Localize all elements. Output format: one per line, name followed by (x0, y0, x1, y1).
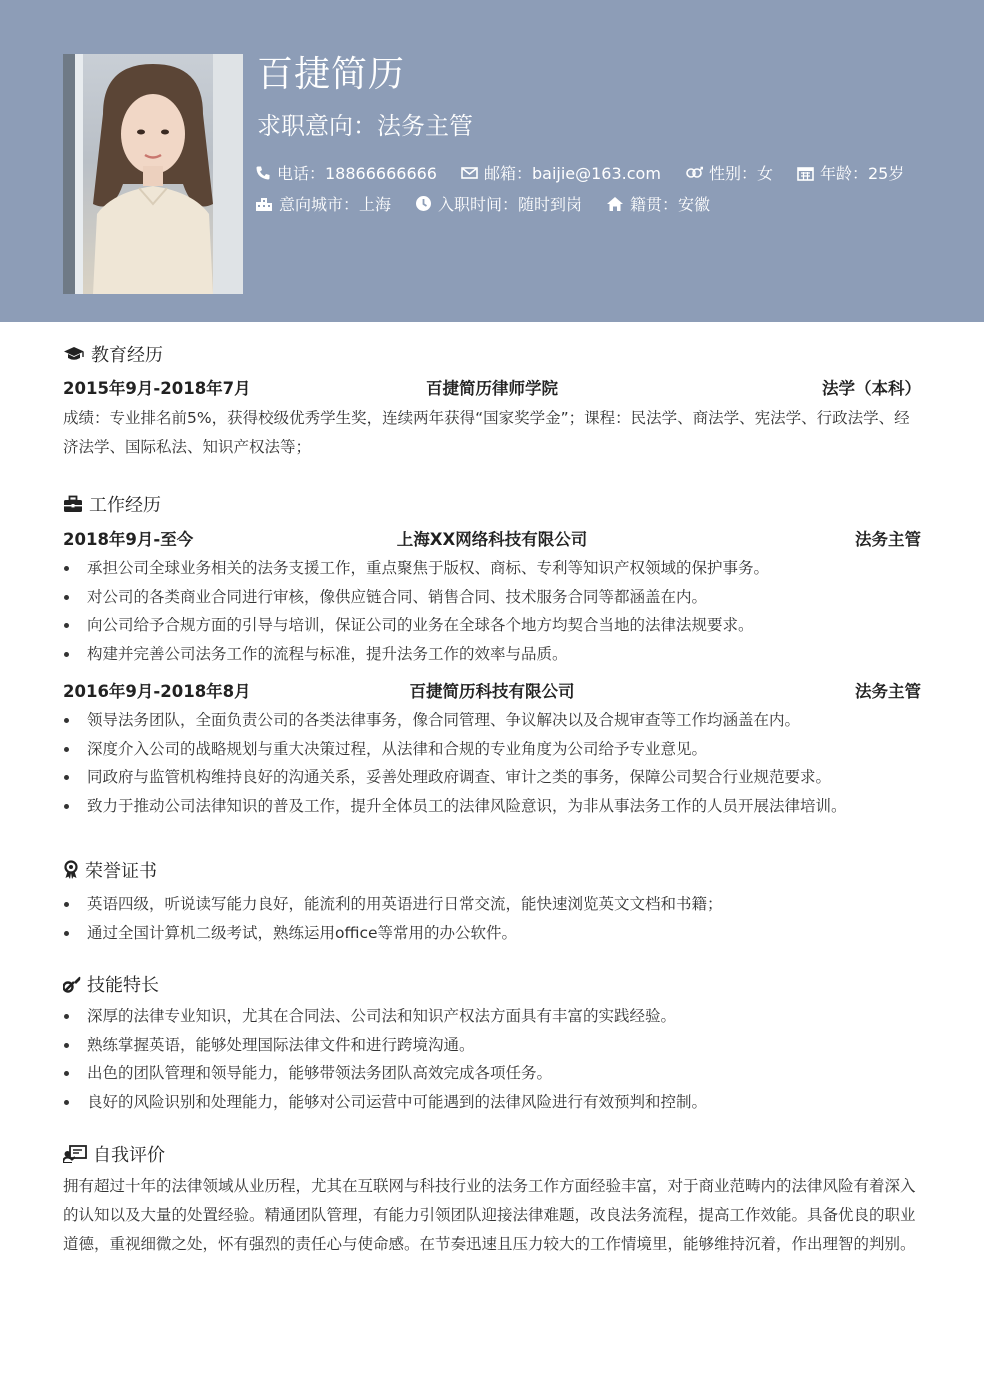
self-eval-section (63, 1142, 921, 1259)
list-item: 熟练掌握英语，能够处理国际法律文件和进行跨境沟通。 (63, 1031, 921, 1060)
city-info (255, 192, 391, 215)
candidate-name: 百捷简历 (257, 54, 406, 95)
self-eval-text: 拥有超过十年的法律领域从业历程，尤其在互联网与科技行业的法务工作方面经验丰富，对于商业范畴内的法律风险有着深入的认知以及大量的处置经验。精通团队管理，有能力引领团队迎接法律难题，改良法务流程，提高工作效能。具备优良的职业道德，重视细微之处，怀有强烈的责任心与使命感。在节奏迅速且压力较大的工作情境里，能够维持沉着，作出理智的判别。 (63, 1177, 916, 1253)
work-title (63, 492, 921, 516)
profile-photo (63, 54, 243, 294)
contact-row-1 (255, 161, 904, 184)
job-2-company: 百捷简历科技有限公司 (409, 681, 575, 701)
city-icon (255, 196, 273, 212)
skills-list (63, 1002, 921, 1117)
list-item: 出色的团队管理和领导能力，能够带领法务团队高效完成各项任务。 (63, 1059, 921, 1088)
job-2-duties (63, 706, 921, 821)
tools-icon (63, 975, 81, 993)
graduation-cap-icon (63, 345, 85, 363)
self-eval-title-text: 自我评价 (93, 1145, 165, 1166)
honors-title (63, 858, 921, 882)
work-title-text: 工作经历 (89, 495, 161, 516)
list-item: 同政府与监管机构维持良好的沟通关系，妥善处理政府调查、审计之类的事务，保障公司契合行业规范要求。 (63, 763, 921, 792)
list-item: 英语四级，听说读写能力良好，能流利的用英语进行日常交流，能快速浏览英文文档和书籍； (63, 890, 921, 919)
self-eval-title (63, 1142, 921, 1166)
age-text: 年龄：25岁 (819, 164, 905, 183)
job-1-head (63, 526, 921, 550)
job-intent: 求职意向：法务主管 (257, 112, 473, 140)
hometown-text: 籍贯：安徽 (630, 195, 711, 214)
list-item: 通过全国计算机二级考试，熟练运用office等常用的办公软件。 (63, 919, 921, 948)
job-1-duties (63, 554, 921, 669)
contact-row-2 (255, 192, 710, 215)
job-2-head (63, 678, 921, 702)
job-1-position: 法务主管 (855, 530, 921, 549)
list-item: 致力于推动公司法律知识的普及工作，提升全体员工的法律风险意识，为非从事法务工作的人员开展法律培训。 (63, 792, 921, 821)
calendar-icon (797, 165, 814, 181)
phone-text: 电话：18866666666 (277, 164, 437, 183)
skills-section (63, 972, 921, 1117)
mail-icon (461, 166, 478, 180)
email-text: 邮箱：baijie@163.com (483, 164, 661, 183)
skills-title-text: 技能特长 (87, 975, 159, 996)
phone-info (255, 161, 437, 184)
list-item: 构建并完善公司法务工作的流程与标准，提升法务工作的效率与品质。 (63, 640, 921, 669)
gender-icon (685, 165, 703, 181)
job-2-position: 法务主管 (855, 681, 921, 701)
education-title-text: 教育经历 (91, 345, 163, 366)
education-school: 百捷简历律师学院 (426, 379, 558, 398)
hometown-info (606, 192, 710, 215)
honors-list (63, 890, 921, 947)
work-section (63, 492, 921, 821)
gender-text: 性别：女 (708, 164, 773, 183)
list-item: 深厚的法律专业知识，尤其在合同法、公司法和知识产权法方面具有丰富的实践经验。 (63, 1002, 921, 1031)
job-1-company: 上海XX网络科技有限公司 (396, 530, 588, 549)
home-icon (606, 196, 624, 212)
gender-info (685, 161, 773, 184)
presenter-icon (63, 1145, 87, 1163)
phone-icon (255, 165, 271, 181)
start-time-text: 入职时间：随时到岗 (438, 195, 583, 214)
list-item: 对公司的各类商业合同进行审核，像供应链合同、销售合同、技术服务合同等都涵盖在内。 (63, 583, 921, 612)
list-item: 良好的风险识别和处理能力，能够对公司运营中可能遇到的法律风险进行有效预判和控制。 (63, 1088, 921, 1117)
email-info (461, 161, 661, 184)
briefcase-icon (63, 495, 83, 513)
city-text: 意向城市：上海 (279, 195, 392, 214)
clock-icon (415, 195, 432, 212)
education-entry-head (63, 375, 921, 399)
job-2-period: 2016年9月-2018年8月 (63, 681, 251, 701)
start-time-info (415, 192, 582, 215)
education-title (63, 342, 921, 366)
education-section (63, 342, 921, 462)
education-degree: 法学（本科） (822, 379, 921, 398)
job-1-period: 2018年9月-至今 (63, 530, 194, 549)
award-icon (63, 860, 79, 880)
header-banner (0, 0, 984, 322)
list-item: 承担公司全球业务相关的法务支援工作，重点聚焦于版权、商标、专利等知识产权领域的保护事务。 (63, 554, 921, 583)
list-item: 深度介入公司的战略规划与重大决策过程，从法律和合规的专业角度为公司给予专业意见。 (63, 735, 921, 764)
list-item: 向公司给予合规方面的引导与培训，保证公司的业务在全球各个地方均契合当地的法律法规要求。 (63, 611, 921, 640)
honors-title-text: 荣誉证书 (85, 861, 157, 882)
education-detail: 成绩：专业排名前5%，获得校级优秀学生奖，连续两年获得“国家奖学金”；课程：民法学、商法学、宪法学、行政法学、经济法学、国际私法、知识产权法等； (63, 409, 910, 456)
skills-title (63, 972, 921, 996)
list-item: 领导法务团队，全面负责公司的各类法律事务，像合同管理、争议解决以及合规审查等工作均涵盖在内。 (63, 706, 921, 735)
education-period: 2015年9月-2018年7月 (63, 379, 251, 398)
age-info (797, 161, 904, 184)
honors-section (63, 858, 921, 947)
